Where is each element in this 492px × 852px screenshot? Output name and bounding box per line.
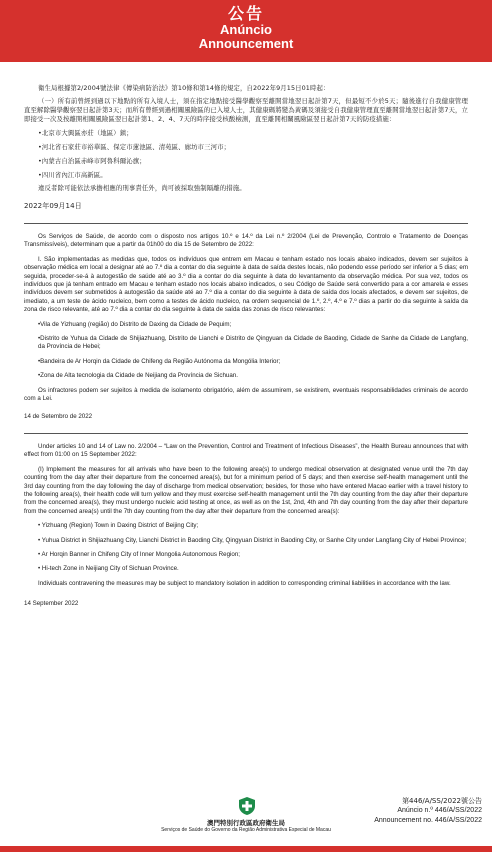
chinese-section xyxy=(24,84,468,211)
en-closing: Individuals contravening the measures may be subject to mandatory isolation in addition to corresponding criminal liabilities in accordance with the law. xyxy=(38,579,451,587)
reference-en: Announcement no. 446/A/SS/2022 xyxy=(374,817,482,824)
pt-list-item: •Distrito de Yuhua da Cidade de Shijiazhuang, Distrito de Lianchi e Distrito de Qingyuan da Cidade de Baoding, Cidade de Sanhe da Cidade de Langfang, da Província de Hebei; xyxy=(38,335,468,351)
department-name-pt: Serviços de Saúde do Governo da Região Administrativa Especial de Macau xyxy=(161,827,331,833)
en-paragraph-1: (I) Implement the measures for all arrivals who have been to the following area(s) to undergo medical observation at designated venue until the 7th day counting from the day after their departure from the concerned area(s), but for a minimum period of 5 days; and then exercise self-health management until the 3rd day counting from the day following the day of discharge from medical observation; besides, for those who have entered Macao earlier with a travel history to the following area(s), their health code will turn yellow and they must exercise self-health management until the 7th day counting from the day after their departure from the concerned area(s), they must undergo nucleic acid testing at once, as well as on the 1st, 2nd, 4th and 7th day counting from the day after their departure from the concerned area(s) until the 7th day counting from the day after their departure from the concerned area(s): xyxy=(24,465,468,515)
pt-date: 14 de Setembro de 2022 xyxy=(24,412,93,420)
en-intro: Under articles 10 and 14 of Law no. 2/2004 – “Law on the Prevention, Control and Treatment of Infectious Diseases”, the Health Bureau announces that with effect from 01:00 on 15 September 2022: xyxy=(24,442,468,459)
announcement-reference xyxy=(374,796,482,826)
en-list-item: • Yizhuang (Region) Town in Daxing District of Beijing City; xyxy=(38,522,199,530)
en-date: 14 September 2022 xyxy=(24,600,79,608)
title-en: Announcement xyxy=(198,36,294,51)
reference-pt: Anúncio n.º 446/A/SS/2022 xyxy=(397,807,482,814)
pt-list-item: •Zona de Alta tecnologia da Cidade de Neijiang da Província de Sichuan. xyxy=(38,372,238,380)
zh-list-item: •內蒙古自治區赤峰市阿魯科爾沁旗； xyxy=(38,157,146,165)
bottom-bar xyxy=(0,846,492,852)
pt-list-item: •Vila de Yizhuang (região) do Distrito de Daxing da Cidade de Pequim; xyxy=(38,320,232,328)
title-zh: 公告 xyxy=(227,4,264,23)
announcement-body xyxy=(24,84,468,609)
portuguese-section xyxy=(24,233,468,421)
en-list-item: • Yuhua District in Shijiazhuang City, Lianchi District in Baoding City, Qingyuan District in Baoding City, or Sanhe City under Langfang City of Hebei Province; xyxy=(38,536,467,544)
zh-intro: 衛生局根據第2/2004號法律《傳染病防治法》第10條和第14條的規定，自2022年9月15日01時起： xyxy=(38,84,330,92)
pt-list-item: •Bandeira de Ar Horqin da Cidade de Chifeng da Região Autónoma da Mongólia Interior; xyxy=(38,357,281,365)
en-list-item: • Ar Horqin Banner in Chifeng City of Inner Mongolia Autonomous Region; xyxy=(38,550,240,558)
pt-closing: Os infractores podem ser sujeitos à medida de isolamento obrigatório, além de assumirem, se existirem, eventuais responsabilidades criminais de acordo com a Lei. xyxy=(24,386,468,403)
department-name-zh: 澳門特別行政區政府衛生局 xyxy=(207,819,285,827)
title-pt: Anúncio xyxy=(220,22,272,37)
zh-list-item: •四川省內江市高新區。 xyxy=(38,171,107,179)
pt-intro: Os Serviços de Saúde, de acordo com o disposto nos artigos 10.º e 14.º da Lei n.º 2/2004 (Lei de Prevenção, Controlo e Tratamento de Doenças Transmissíveis), determinam que a partir da 01h00 do dia 15 de Setembro de 2022: xyxy=(24,233,468,249)
pt-paragraph-1: I. São implementadas as medidas que, todos os indivíduos que entrem em Macau e tenham estado nos locais abaixo indicados, devem ser sujeitos à observação médica em local a designar até ao 7.º dia a contar do dia seguinte à data de saída destes locais, não podendo esse período ser inferior a 5 dias; em seguida, proceder-se-á à autogestão de saúde até ao 3.º dia a contar do dia seguinte à data do levantamento da observação médica. Por sua vez, todos os indivíduos que já tenham entrado em Macau e tenham estado nos locais abaixo indicados, o seu Código de Saúde será convertido para a cor amarela e esses indivíduos devem ser submetidos à autogestão da saúde até ao 7.º dia a contar do dia seguinte à data de saída dos locais afectados, e devem ser sujeitos, de imediato, a um teste de ácido nucleico, bem como a testes de ácido nucleico, na ordem sequencial de 1.º, 2.º, 4.º e 7.º dias a partir do dia seguinte à saída da zona de risco relevante, até ao 7.º dia a contar do dia seguinte à data de saída das zonas de risco relevantes: xyxy=(24,255,468,314)
english-section xyxy=(24,443,468,609)
zh-list-item: •北京市大興區亦莊（地區）鎮； xyxy=(38,129,133,137)
health-bureau-logo-icon xyxy=(237,796,257,816)
header-banner xyxy=(0,0,492,62)
zh-paragraph-1: （一）所有前曾經到過以下地點的所有入境人士，須在指定地點接受醫學觀察至離開當地翌日起計第7天，但最短不少於5天；隨後進行自我健康管理直至解除醫學觀察翌日起計第3天；而所有曾經到過相關風險區的已入境人士，其健康碼將變為黃碼及須接受自我健康管理直至離開當地翌日起計第7天，立即接受一次及按離開相關風險區翌日起計第1、2、4、7天的時序接受核酸檢測，直至離開相關風險區翌日起計第7天的防疫措施： xyxy=(24,97,468,123)
reference-zh: 第446/A/SS/2022號公告 xyxy=(402,797,482,805)
zh-closing: 違反者除可能依法承擔相應的刑事責任外，尚可被採取強制隔離的措施。 xyxy=(38,184,246,192)
en-list-item: • Hi-tech Zone in Neijiang City of Sichuan Province. xyxy=(38,565,179,573)
zh-list-item: •河北省石家莊市裕華區、保定市蓮池區、清苑區、廊坊市三河市； xyxy=(38,143,231,151)
zh-date: 2022年09月14日 xyxy=(24,202,82,210)
